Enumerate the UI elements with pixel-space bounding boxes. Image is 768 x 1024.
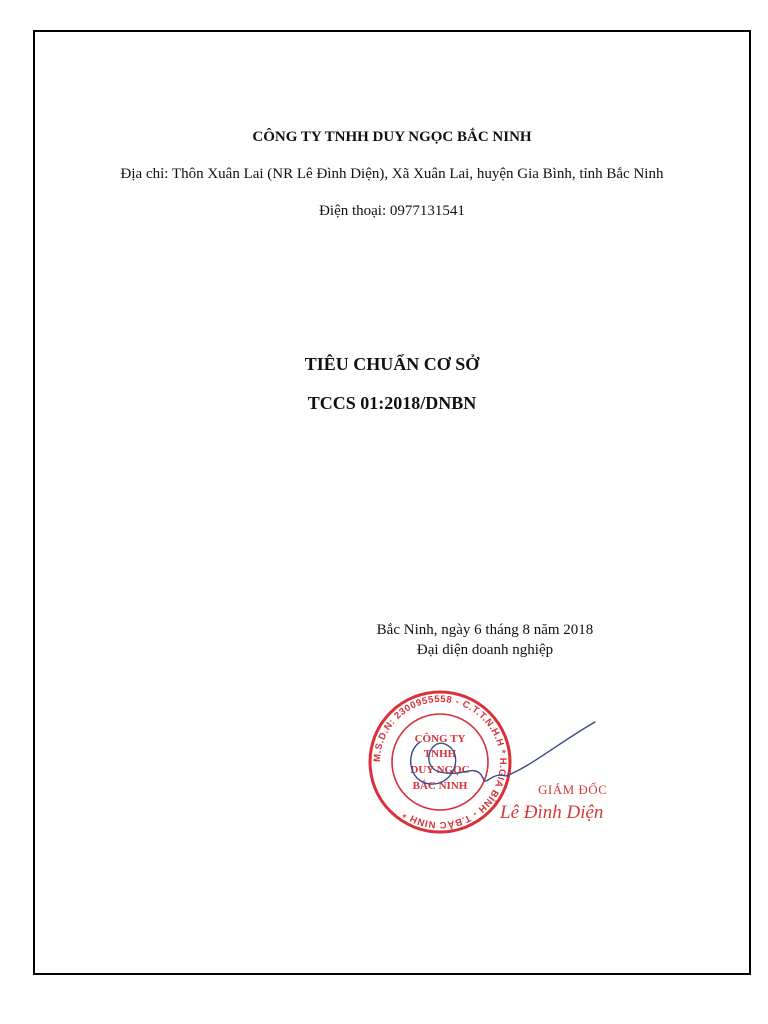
page-frame <box>33 30 751 975</box>
seal-ring-text: M.S.D.N: 2300955558 - C.T.T.N.H.H * H.GIA BÌNH - T.BẮC NINH * <box>371 693 509 831</box>
director-name: Lê Đình Diện <box>500 802 604 823</box>
seal-line-3: DUY NGỌC <box>410 764 470 776</box>
company-address: Địa chỉ: Thôn Xuân Lai (NR Lê Đình Diện), Xã Xuân Lai, huyện Gia Bình, tỉnh Bắc Ninh <box>120 166 664 182</box>
place-and-date: Bắc Ninh, ngày 6 tháng 8 năm 2018 <box>376 622 594 638</box>
seal-line-2: TNHH <box>423 748 457 760</box>
seal-stamp <box>370 692 510 832</box>
company-name: CÔNG TY TNHH DUY NGỌC BẮC NINH <box>252 129 532 145</box>
director-title: GIÁM ĐỐC <box>538 782 608 797</box>
signature-area <box>360 672 660 857</box>
company-seal <box>360 672 660 857</box>
representative-label: Đại diện doanh nghiệp <box>416 642 554 658</box>
seal-line-4: BẮC NINH <box>412 780 468 792</box>
seal-line-1: CÔNG TY <box>414 733 466 745</box>
document-title: TIÊU CHUẨN CƠ SỞ <box>304 354 480 374</box>
company-phone: Điện thoại: 0977131541 <box>319 203 465 219</box>
document-code: TCCS 01:2018/DNBN <box>307 393 477 413</box>
